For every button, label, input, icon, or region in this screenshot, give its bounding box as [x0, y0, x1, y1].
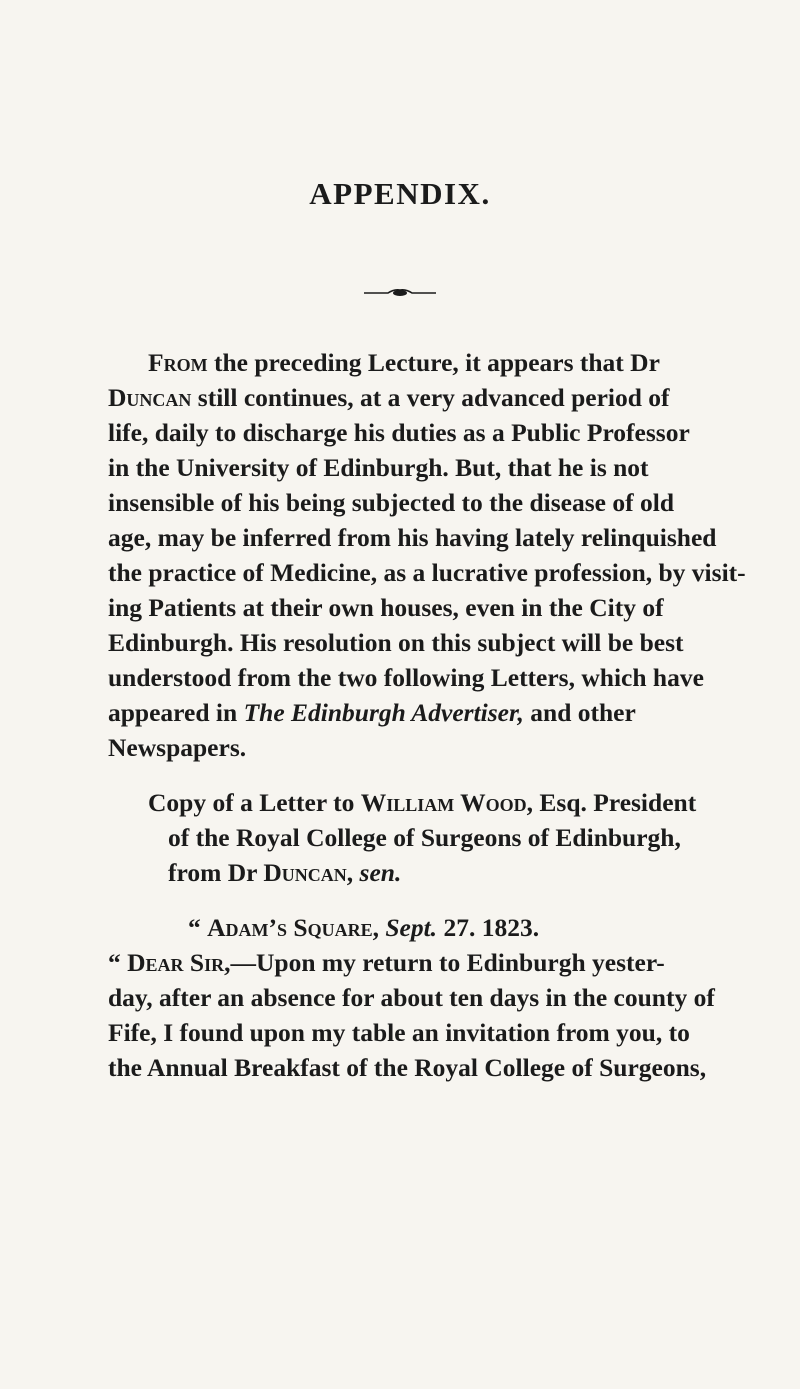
salutation: Dear Sir,	[127, 948, 231, 977]
text-line: insensible of his being subjected to the disease of old	[108, 488, 675, 517]
text-line: understood from the two following Letters, which have	[108, 663, 704, 692]
letter-dateline: “ Adam’s Square, Sept. 27. 1823.	[188, 913, 540, 942]
text-line: Copy of a Letter to William Wood, Esq. President	[148, 788, 697, 817]
duncan-smallcaps: Duncan	[108, 383, 192, 412]
text-line: of the Royal College of Surgeons of Edinburgh,	[168, 823, 681, 852]
text-line: life, daily to discharge his duties as a Public Professor	[108, 418, 690, 447]
newspaper-title: The Edinburgh Advertiser,	[243, 698, 524, 727]
text-line: appeared in The Edinburgh Advertiser, and other	[108, 698, 636, 727]
text-line: in the University of Edinburgh. But, that he is not	[108, 453, 649, 482]
text-line: the practice of Medicine, as a lucrative profession, by visit-	[108, 558, 746, 587]
text-line: day, after an absence for about ten days in the county of	[108, 983, 715, 1012]
appendix-heading: APPENDIX.	[309, 176, 491, 211]
text-line: Fife, I found upon my table an invitation from you, to	[108, 1018, 690, 1047]
text-line: Edinburgh. His resolution on this subject will be best	[108, 628, 684, 657]
wood-smallcaps: William Wood,	[360, 788, 534, 817]
text-line: the Annual Breakfast of the Royal College of Surgeons,	[108, 1053, 707, 1082]
text-line: ing Patients at their own houses, even in the City of	[108, 593, 664, 622]
ornament-divider	[364, 289, 436, 297]
text-line: age, may be inferred from his having lately relinquished	[108, 523, 717, 552]
text-line: Newspapers.	[108, 733, 247, 762]
text-line: “ Dear Sir,—Upon my return to Edinburgh yester-	[108, 948, 665, 977]
from-smallcaps: From	[148, 348, 208, 377]
duncan-smallcaps: Duncan,	[263, 858, 354, 887]
text-line: From the preceding Lecture, it appears that Dr	[148, 348, 660, 377]
text-line: from Dr Duncan, sen.	[168, 858, 402, 887]
text-line: Duncan still continues, at a very advanced period of	[108, 383, 670, 412]
